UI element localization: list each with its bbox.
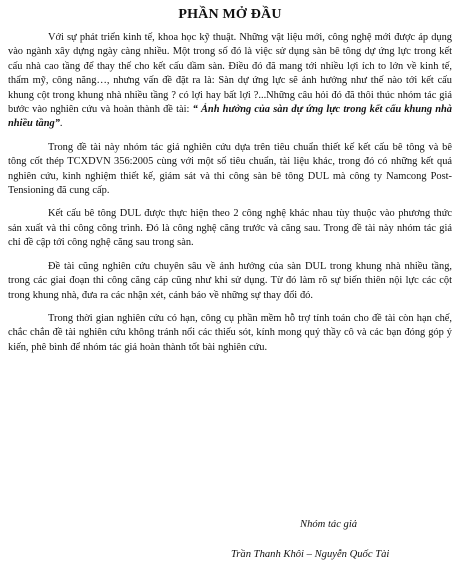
paragraph-intro-text: Với sự phát triển kinh tế, khoa học kỹ thuật. Những vật liệu mới, công nghệ mới được áp dụng vào ngành xây dựng ngày càng nhiều. Một trong số đó là việc sử dụng sàn bê tông dự ứng lực trong kết cấu nhà cao tầng để thay thế cho kết cấu dầm sàn. Điều đó đã mang tới nhiều lợi ích to lớn về kinh tế, thẩm mỹ, công năng…, nhưng vấn đề đặt ra là: Sàn dự ứng lực sẽ ảnh hưởng như thế nào tới kết cấu khung cột trong khung nhà nhiều tầng ? có lợi hay bất lợi ?...Những câu hỏi đó đã thôi thúc nhóm tác giả bước vào nghiên cứu và hoàn thành đề tài: xyxy=(8,32,452,116)
author-group-label: Nhóm tác giả xyxy=(300,519,358,530)
paragraph-research-scope-text: Đề tài cũng nghiên cứu chuyên sâu về ảnh hưởng của sàn DUL trong khung nhà nhiều tầng, trong các giai đoạn thi công căng cáp cũng như khi sử dụng. Từ đó làm rõ sự biến thiên nội lực các cột trong khung nhà, đưa ra các nhận xét, cảnh báo về những sự thay đổi đó. xyxy=(8,260,452,301)
paragraph-standards xyxy=(8,141,452,199)
paragraph-standards-text: Trong đề tài này nhóm tác giả nghiên cứu dựa trên tiêu chuẩn thiết kế kết cấu bê tông và bê tông cốt thép TCXDVN 356:2005 cùng với một số tiêu chuẩn, tài liệu khác, trong đó có những kết quả nghiên cứu, kinh nghiệm thiết kế, giám sát và thi công sàn bê tông DUL mà công ty Namcong Post-Tensioning đã cung cấp. xyxy=(8,141,452,197)
paragraph-technology xyxy=(8,207,452,250)
paragraph-technology-text: Kết cấu bê tông DUL được thực hiện theo 2 công nghệ khác nhau tùy thuộc vào phương thức sản xuất và thi công công trình. Đó là công nghệ căng trước và căng sau. Trong đề tài này nhóm tác giả chỉ đề cập tới công nghệ căng sau trong sàn. xyxy=(8,208,452,249)
paragraph-closing xyxy=(8,312,452,355)
author-names: Trần Thanh Khôi – Nguyễn Quốc Tài xyxy=(231,549,390,560)
paragraph-intro xyxy=(8,31,452,132)
paragraph-research-scope xyxy=(8,260,452,303)
page-title: PHẦN MỞ ĐẦU xyxy=(178,7,282,22)
thesis-title-emphasis: “ Ảnh hưởng của sàn dự ứng lực trong kết cấu khung nhà nhiều tầng” xyxy=(8,104,452,130)
paragraph-intro-end: . xyxy=(59,118,63,130)
paragraph-closing-text: Trong thời gian nghiên cứu có hạn, công cụ phần mềm hỗ trợ tính toán cho đề tài còn hạn chế, chắc chắn đề tài nghiên cứu không tránh nổi các thiếu sót, kính mong quý thầy cô và các bạn đóng góp ý kiến, phê bình để nhóm tác giả hoàn thành tốt bài nghiên cứu. xyxy=(8,312,452,353)
